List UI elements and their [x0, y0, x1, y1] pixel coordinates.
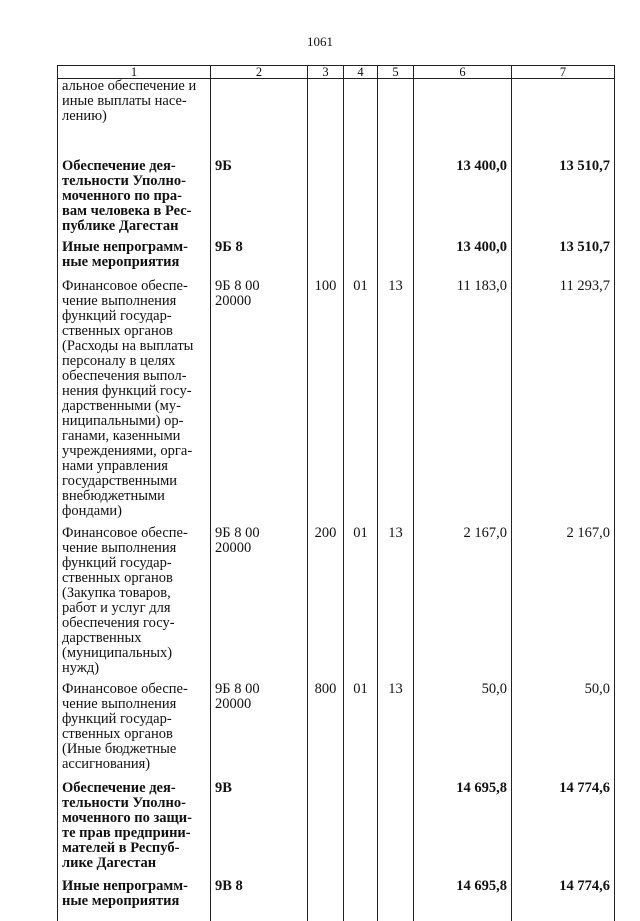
row-subsection: 13 — [388, 525, 403, 541]
row-expense-type: 100 — [314, 278, 337, 294]
row-name: Иные непрограмм- ные мероприятия — [62, 239, 188, 270]
row-name: Обеспечение дея- тельности Уполно- моченного по защи- те прав предприни- мателей в Респуб- лике Дагестан — [62, 780, 192, 871]
row-name: Обеспечение дея- тельности Уполно- моченного по пра- вам человека в Рес- публике Дагестан — [62, 158, 192, 234]
row-expense-type — [312, 772, 339, 781]
row-section: 01 — [353, 525, 368, 541]
row-name: альное обеспечение и иные выплаты насе- лению) — [62, 78, 197, 124]
budget-table — [57, 65, 615, 921]
row-name: Финансовое обеспе- чение выполнения функций государ- ственных органов (Закупка товаров, работ и услуг для обеспечения госу- дарственных (муниципальных) нужд) — [62, 525, 188, 676]
row-amount-7: 14 774,6 — [559, 780, 610, 796]
row-code: 9Б — [215, 158, 232, 174]
column-header: 3 — [308, 66, 344, 79]
row-amount-7: 13 510,7 — [559, 239, 610, 255]
row-subsection — [382, 131, 409, 159]
row-amount-6: 11 183,0 — [456, 278, 507, 294]
row-section — [348, 131, 373, 159]
column-header: 1 — [58, 66, 211, 79]
row-section: 01 — [353, 278, 368, 294]
table-row — [58, 676, 615, 772]
row-subsection: 13 — [388, 278, 403, 294]
row-subsection — [382, 871, 409, 879]
column-header: 7 — [512, 66, 615, 79]
row-amount-7: 13 510,7 — [559, 158, 610, 174]
column-header: 6 — [414, 66, 512, 79]
row-subsection — [382, 772, 409, 781]
table-row — [58, 234, 615, 272]
row-expense-type — [312, 234, 339, 240]
row-section — [348, 871, 373, 879]
table-row — [58, 131, 615, 234]
row-amount-6: 2 167,0 — [463, 525, 507, 541]
row-section: 01 — [353, 681, 368, 697]
row-code: 9Б 8 00 20000 — [215, 278, 260, 309]
page-number: 1061 — [307, 34, 333, 49]
row-expense-type — [312, 131, 339, 159]
row-code: 9Б 8 — [215, 239, 243, 255]
table-row — [58, 772, 615, 871]
table-row — [58, 519, 615, 676]
row-code: 9В — [215, 780, 232, 796]
table-row — [58, 871, 615, 921]
table-row — [58, 79, 615, 132]
row-subsection — [382, 234, 409, 240]
row-expense-type — [312, 871, 339, 879]
row-amount-6: 14 695,8 — [456, 780, 507, 796]
row-amount-6: 50,0 — [481, 681, 507, 697]
row-amount-6: 13 400,0 — [456, 239, 507, 255]
row-section — [348, 772, 373, 781]
row-amount-7: 50,0 — [584, 681, 610, 697]
row-subsection: 13 — [388, 681, 403, 697]
column-header: 5 — [378, 66, 414, 79]
row-code: 9Б 8 00 20000 — [215, 681, 260, 712]
row-code: 9Б 8 00 20000 — [215, 525, 260, 556]
header-row — [58, 66, 615, 79]
row-section — [348, 234, 373, 240]
row-code: 9В 8 — [215, 878, 243, 894]
row-name: Финансовое обеспе- чение выполнения функций государ- ственных органов (Расходы на выплаты персоналу в целях обеспечения выпол- нения функций госу- дарственными (му- ниципальными) ор- ганами, казенными учреждениями, орга- нами управления государственными внебюджетными фондами) — [62, 278, 194, 519]
row-amount-6: 14 695,8 — [456, 878, 507, 894]
row-name: Финансовое обеспе- чение выполнения функций государ- ственных органов (Иные бюджетные ассигнования) — [62, 681, 188, 772]
table-row — [58, 272, 615, 519]
row-name: Иные непрограмм- ные мероприятия — [62, 878, 188, 909]
row-amount-7: 14 774,6 — [559, 878, 610, 894]
row-amount-7: 11 293,7 — [559, 278, 610, 294]
row-expense-type: 200 — [314, 525, 337, 541]
row-amount-7: 2 167,0 — [566, 525, 610, 541]
column-header: 4 — [344, 66, 378, 79]
column-header: 2 — [211, 66, 308, 79]
row-amount-6: 13 400,0 — [456, 158, 507, 174]
row-expense-type: 800 — [314, 681, 337, 697]
